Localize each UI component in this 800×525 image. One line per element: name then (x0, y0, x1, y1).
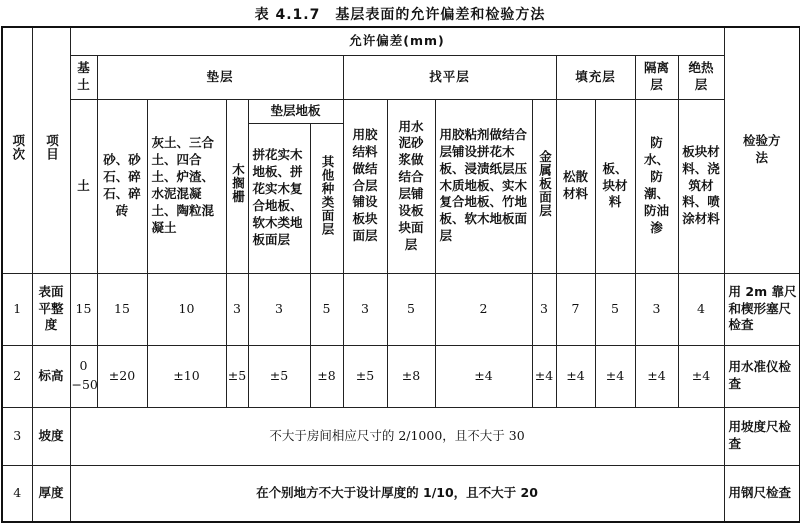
sub-qita (310, 123, 343, 273)
row1-v0: 15 (70, 273, 97, 345)
group-jitu: 基土 (70, 55, 97, 99)
sub-jinshu-label: 金属板面层 (537, 149, 553, 218)
header-row-3 (2, 99, 800, 123)
row2-v12: ±4 (635, 345, 678, 407)
header-method-label: 检验方法 (743, 133, 781, 166)
row1-v2: 10 (147, 273, 226, 345)
header-no-label: 项次 (10, 134, 26, 162)
header-no (2, 27, 32, 273)
sub-jiaonian-label: 用胶结料做结合层铺设板块面层 (352, 126, 378, 244)
row3-item: 坡度 (32, 407, 70, 465)
group-juereceng-label: 绝热层 (688, 60, 714, 92)
row2-v13: ±4 (678, 345, 724, 407)
row2-item: 标高 (32, 345, 70, 407)
sub-jinshu (532, 99, 556, 273)
header-item-label: 项目 (44, 134, 60, 162)
sub-fangshui-label: 防水、防潮、防油渗 (643, 135, 669, 235)
row1-v13: 4 (678, 273, 724, 345)
row1-v3: 3 (226, 273, 248, 345)
sub-zhantie (435, 99, 532, 273)
row2-v0: 0 −50 (70, 345, 97, 407)
sub-shuinisha-label: 用水泥砂浆做结合层铺设板块面层 (398, 118, 424, 252)
header-item (32, 27, 70, 273)
sub-songsan-label: 松散材料 (562, 169, 588, 201)
sub-zhantie-label: 用胶粘剂做结合层铺设拼花木板、浸渍纸层压木质地板、实木复合地板、竹地板、软木地板面层 (439, 126, 528, 244)
row1-item-label: 表面平整度 (38, 283, 64, 333)
row4-no: 4 (2, 465, 32, 522)
row2-method: 用水准仪检查 (724, 345, 800, 407)
row2-v6: ±5 (343, 345, 387, 407)
sub-qita-label: 其他种类面层 (319, 155, 335, 237)
sub-juere-label: 板块材料、浇筑材料、喷涂材料 (682, 143, 720, 227)
row2-v10: ±4 (556, 345, 595, 407)
row1-no: 1 (2, 273, 32, 345)
row2-v5: ±8 (310, 345, 343, 407)
sub-jiaonian (343, 99, 387, 273)
sub-bankuai-label: 板、块材料 (602, 160, 628, 210)
row1-v10: 7 (556, 273, 595, 345)
row4-method: 用钢尺检查 (724, 465, 800, 522)
row1-v5: 5 (310, 273, 343, 345)
sub-pinhua-label: 拼花实木地板、拼花实木复合地板、软木类地板面层 (252, 147, 303, 247)
sub-sha-label: 砂、砂石、碎石、碎砖 (103, 152, 141, 218)
row3-no: 3 (2, 407, 32, 465)
row1-v9: 3 (532, 273, 556, 345)
row2-v8: ±4 (435, 345, 532, 407)
row1-method: 用 2m 靠尺和楔形塞尺检查 (724, 273, 800, 345)
row1-v12: 3 (635, 273, 678, 345)
sub-shuinisha (387, 99, 435, 273)
sub-sha (97, 99, 147, 273)
table-row (2, 345, 800, 407)
row1-item (32, 273, 70, 345)
row3-method: 用坡度尺检查 (724, 407, 800, 465)
group-zhaopingceng: 找平层 (343, 55, 556, 99)
sub-mugeshan-label: 木搁栅 (230, 163, 246, 204)
header-row-1 (2, 27, 800, 55)
sub-tu: 土 (70, 99, 97, 273)
row2-v9: ±4 (532, 345, 556, 407)
row1-v11: 5 (595, 273, 635, 345)
row2-v1: ±20 (97, 345, 147, 407)
sub-mugeshan (226, 99, 248, 273)
sub-songsan (556, 99, 595, 273)
header-row-2 (2, 55, 800, 99)
row2-v7: ±8 (387, 345, 435, 407)
row1-v1: 15 (97, 273, 147, 345)
row2-v2: ±10 (147, 345, 226, 407)
sub-bankuai (595, 99, 635, 273)
row2-v3: ±5 (226, 345, 248, 407)
row1-v7: 5 (387, 273, 435, 345)
row1-v4: 3 (248, 273, 310, 345)
row1-v6: 3 (343, 273, 387, 345)
sub-huitu (147, 99, 226, 273)
sub-huitu-label: 灰土、三合土、四合土、炉渣、水泥混凝土、陶粒混凝土 (151, 135, 215, 235)
header-method (724, 27, 800, 273)
group-gelice-label: 隔离层 (643, 60, 669, 92)
row4-item: 厚度 (32, 465, 70, 522)
header-tolerance: 允许偏差(mm) (70, 27, 724, 55)
table-row (2, 465, 800, 522)
tolerance-table (1, 26, 800, 523)
group-dianceng: 垫层 (97, 55, 343, 99)
row2-v11: ±4 (595, 345, 635, 407)
table-row (2, 273, 800, 345)
table-title: 表 4.1.7 基层表面的允许偏差和检验方法 (254, 7, 546, 23)
group-gelice (635, 55, 678, 99)
table-row (2, 407, 800, 465)
group-juereceng (678, 55, 724, 99)
row2-v4: ±5 (248, 345, 310, 407)
row2-no: 2 (2, 345, 32, 407)
sub-pinhua (248, 123, 310, 273)
row4-span: 在个别地方不大于设计厚度的 1/10，且不大于 20 (70, 465, 724, 522)
sub-dianceng-diban: 垫层地板 (248, 99, 343, 123)
sub-juere (678, 99, 724, 273)
group-tianchongceng: 填充层 (556, 55, 635, 99)
row1-v8: 2 (435, 273, 532, 345)
row3-span: 不大于房间相应尺寸的 2/1000，且不大于 30 (70, 407, 724, 465)
sub-fangshui (635, 99, 678, 273)
